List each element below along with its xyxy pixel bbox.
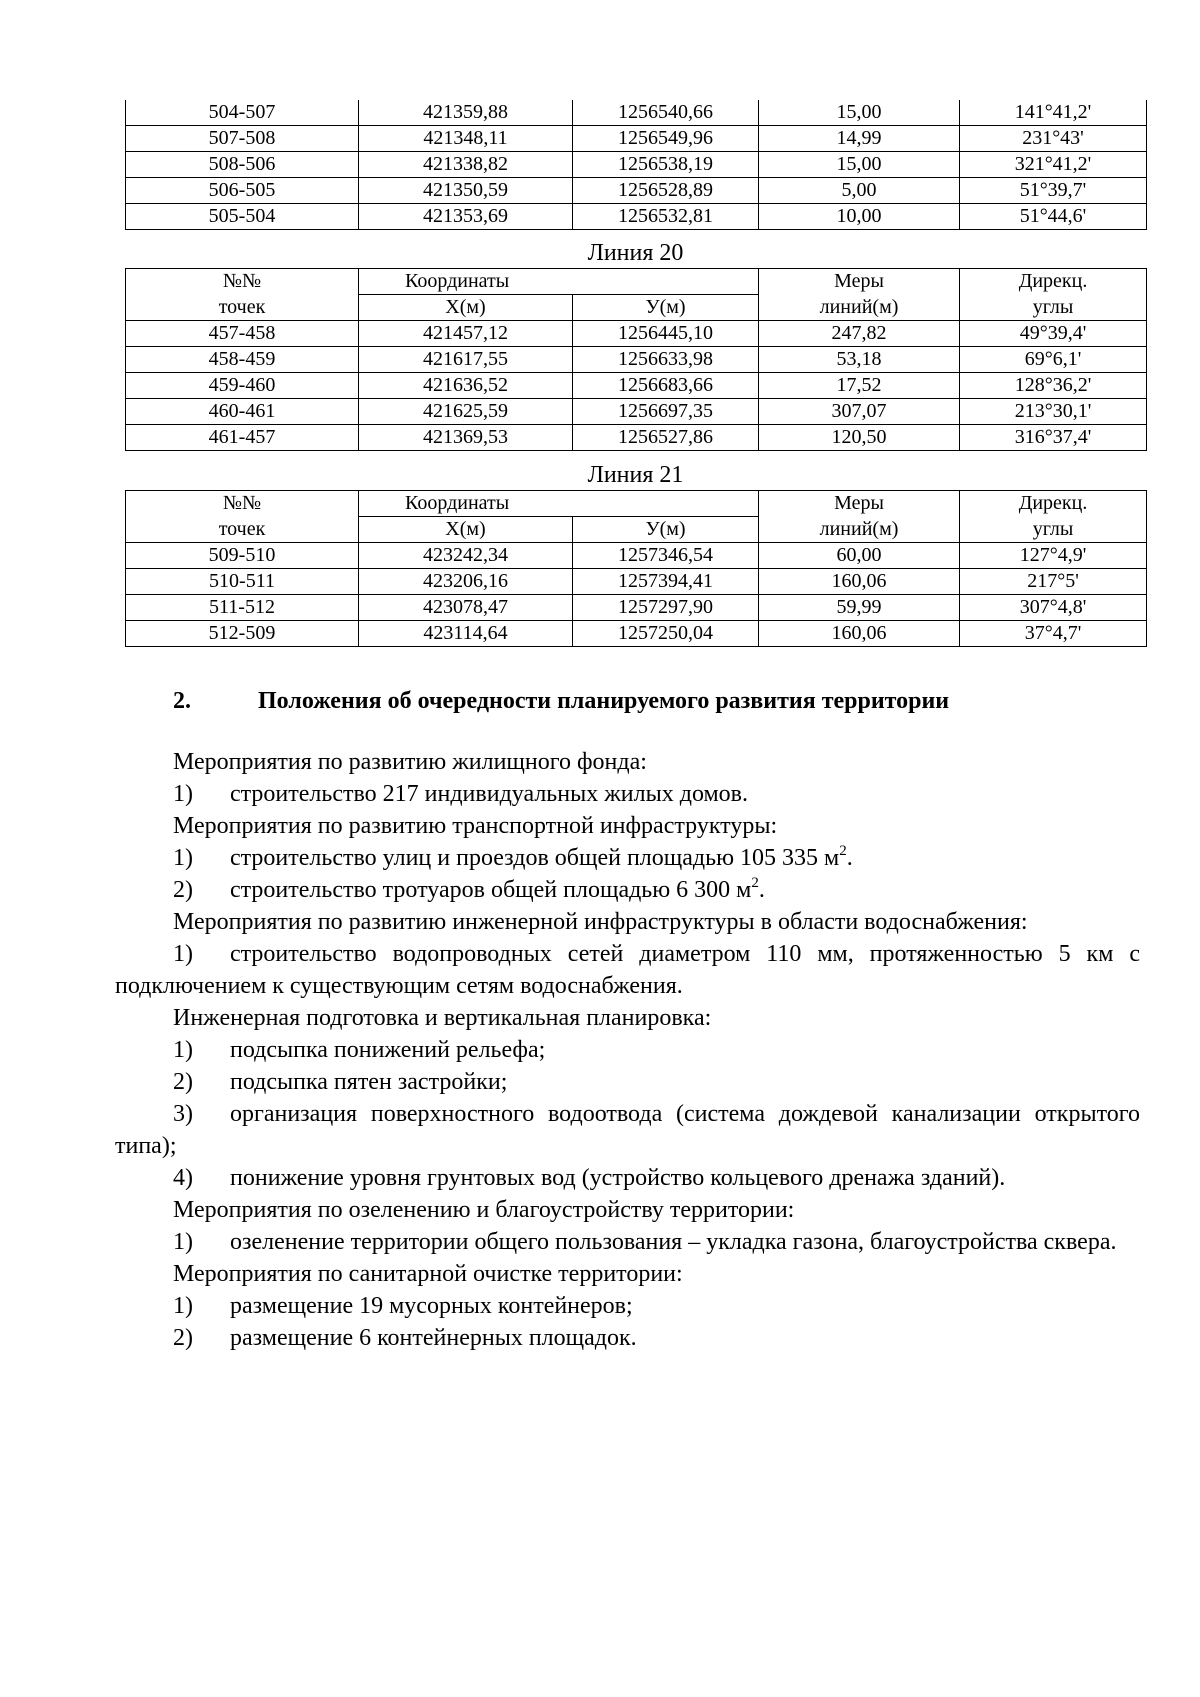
table-row (126, 399, 1147, 425)
cell-points: 509-510 (126, 543, 359, 569)
transport-heading: Мероприятия по развитию транспортной инфраструктуры: (173, 813, 778, 839)
cell-x: 421350,59 (359, 178, 573, 204)
cell-y: 1256528,89 (573, 178, 759, 204)
cell-length: 5,00 (759, 178, 960, 204)
list-item (115, 938, 1140, 1002)
list-item-text: озеленение территории общего пользования – укладка газона, благоустройства сквера. (230, 1229, 1117, 1255)
superscript: 2 (751, 875, 759, 891)
cell-points: 507-508 (126, 126, 359, 152)
cell-angle: 141°41,2' (960, 100, 1147, 126)
cell-y: 1256445,10 (573, 321, 759, 347)
section-title: Положения об очередности планируемого развития территории (258, 688, 950, 714)
cell-y: 1256532,81 (573, 204, 759, 230)
list-item (115, 778, 1140, 810)
list-item-end: . (846, 845, 853, 871)
table-row (126, 347, 1147, 373)
table-row (126, 373, 1147, 399)
list-item-end: . (758, 877, 765, 903)
list-item (115, 1066, 1140, 1098)
header-angle-sub: углы (960, 517, 1147, 543)
cell-x: 423206,16 (359, 569, 573, 595)
housing-list (115, 778, 1140, 810)
table-row (126, 543, 1147, 569)
superscript: 2 (839, 843, 847, 859)
cell-angle: 49°39,4' (960, 321, 1147, 347)
cell-length: 247,82 (759, 321, 960, 347)
header-angle: Дирекц. (960, 491, 1147, 517)
sanitation-list (115, 1290, 1140, 1354)
cell-points: 504-507 (126, 100, 359, 126)
list-item-number: 1) (173, 1037, 193, 1063)
cell-length: 15,00 (759, 100, 960, 126)
table-row (126, 569, 1147, 595)
cell-angle: 51°39,7' (960, 178, 1147, 204)
cell-points: 457-458 (126, 321, 359, 347)
section-heading (173, 686, 949, 716)
list-item (115, 842, 1140, 874)
list-item-number: 3) (173, 1101, 193, 1127)
cell-angle: 37°4,7' (960, 621, 1147, 647)
table-header-row (126, 491, 1147, 517)
cell-x: 423078,47 (359, 595, 573, 621)
cell-points: 506-505 (126, 178, 359, 204)
cell-x: 423242,34 (359, 543, 573, 569)
table-row (126, 595, 1147, 621)
list-item-text: организация поверхностного водоотвода (система дождевой канализации открытого типа); (115, 1101, 1140, 1159)
header-length: Меры (759, 269, 960, 295)
list-item-text: строительство улиц и проездов общей площадью 105 335 м (230, 845, 840, 871)
cell-x: 421338,82 (359, 152, 573, 178)
cell-length: 160,06 (759, 621, 960, 647)
header-points: №№ (126, 491, 359, 517)
cell-angle: 128°36,2' (960, 373, 1147, 399)
cell-length: 307,07 (759, 399, 960, 425)
greening-heading: Мероприятия по озеленению и благоустройству территории: (173, 1197, 795, 1223)
table-header-row (126, 295, 1147, 321)
water-heading: Мероприятия по развитию инженерной инфраструктуры в области водоснабжения: (173, 909, 1028, 935)
list-item (115, 874, 1140, 906)
cell-length: 14,99 (759, 126, 960, 152)
cell-angle: 217°5' (960, 569, 1147, 595)
cell-y: 1256538,19 (573, 152, 759, 178)
header-coordinates: Координаты (359, 269, 759, 295)
engineering-list (115, 1034, 1140, 1194)
housing-heading: Мероприятия по развитию жилищного фонда: (173, 749, 647, 775)
engineering-heading: Инженерная подготовка и вертикальная планировка: (173, 1005, 712, 1031)
list-item-number: 2) (173, 877, 193, 903)
document-body (115, 746, 1140, 1354)
header-angle-sub: углы (960, 295, 1147, 321)
cell-points: 460-461 (126, 399, 359, 425)
cell-points: 459-460 (126, 373, 359, 399)
header-y: У(м) (573, 295, 759, 321)
cell-length: 10,00 (759, 204, 960, 230)
cell-angle: 316°37,4' (960, 425, 1147, 451)
header-y: У(м) (573, 517, 759, 543)
cell-angle: 213°30,1' (960, 399, 1147, 425)
cell-x: 423114,64 (359, 621, 573, 647)
list-item-number: 1) (173, 1229, 193, 1255)
line-21-table (125, 490, 1147, 647)
header-points-sub: точек (126, 517, 359, 543)
line-21-title: Линия 21 (587, 462, 684, 488)
cell-length: 60,00 (759, 543, 960, 569)
cell-points: 461-457 (126, 425, 359, 451)
cell-y: 1257297,90 (573, 595, 759, 621)
section-number: 2. (173, 688, 191, 714)
table-row (126, 178, 1147, 204)
cell-length: 120,50 (759, 425, 960, 451)
list-item (115, 1290, 1140, 1322)
table-row (126, 204, 1147, 230)
cell-angle: 69°6,1' (960, 347, 1147, 373)
header-angle: Дирекц. (960, 269, 1147, 295)
list-item-text: строительство водопроводных сетей диаметром 110 мм, протяженностью 5 км с подключением к существующим сетям водоснабжения. (115, 941, 1140, 999)
list-item (115, 1034, 1140, 1066)
cell-angle: 51°44,6' (960, 204, 1147, 230)
header-length: Меры (759, 491, 960, 517)
header-x: Х(м) (359, 517, 573, 543)
cell-points: 458-459 (126, 347, 359, 373)
list-item-text: подсыпка понижений рельефа; (230, 1037, 546, 1063)
cell-length: 53,18 (759, 347, 960, 373)
cell-y: 1257346,54 (573, 543, 759, 569)
header-length-sub: линий(м) (759, 517, 960, 543)
cell-points: 512-509 (126, 621, 359, 647)
coordinates-table-continued (125, 100, 1147, 230)
cell-y: 1256549,96 (573, 126, 759, 152)
cell-y: 1257394,41 (573, 569, 759, 595)
list-item-text: понижение уровня грунтовых вод (устройство кольцевого дренажа зданий). (230, 1165, 1006, 1191)
cell-points: 505-504 (126, 204, 359, 230)
list-item-number: 2) (173, 1325, 193, 1351)
header-points-sub: точек (126, 295, 359, 321)
list-item-text: строительство 217 индивидуальных жилых домов. (230, 781, 749, 807)
line-20-title: Линия 20 (587, 240, 684, 266)
table-row (126, 126, 1147, 152)
cell-length: 160,06 (759, 569, 960, 595)
cell-points: 511-512 (126, 595, 359, 621)
cell-x: 421369,53 (359, 425, 573, 451)
cell-x: 421359,88 (359, 100, 573, 126)
cell-x: 421457,12 (359, 321, 573, 347)
header-length-sub: линий(м) (759, 295, 960, 321)
table-row (126, 425, 1147, 451)
table-row (126, 152, 1147, 178)
cell-y: 1257250,04 (573, 621, 759, 647)
cell-y: 1256633,98 (573, 347, 759, 373)
line-20-table (125, 268, 1147, 451)
cell-points: 508-506 (126, 152, 359, 178)
list-item (115, 1322, 1140, 1354)
sanitation-heading: Мероприятия по санитарной очистке территории: (173, 1261, 683, 1287)
table-row (126, 621, 1147, 647)
table-header-row (126, 269, 1147, 295)
cell-x: 421348,11 (359, 126, 573, 152)
cell-y: 1256527,86 (573, 425, 759, 451)
list-item-number: 1) (173, 1293, 193, 1319)
list-item-text: размещение 6 контейнерных площадок. (230, 1325, 637, 1351)
cell-y: 1256683,66 (573, 373, 759, 399)
cell-length: 59,99 (759, 595, 960, 621)
list-item-number: 2) (173, 1069, 193, 1095)
cell-x: 421353,69 (359, 204, 573, 230)
header-points: №№ (126, 269, 359, 295)
header-coordinates: Координаты (359, 491, 759, 517)
list-item-number: 1) (173, 781, 193, 807)
list-item (115, 1226, 1140, 1258)
cell-length: 17,52 (759, 373, 960, 399)
cell-angle: 231°43' (960, 126, 1147, 152)
cell-angle: 321°41,2' (960, 152, 1147, 178)
cell-x: 421625,59 (359, 399, 573, 425)
cell-angle: 307°4,8' (960, 595, 1147, 621)
list-item-number: 1) (173, 941, 193, 967)
cell-y: 1256697,35 (573, 399, 759, 425)
table-row (126, 321, 1147, 347)
list-item-text: подсыпка пятен застройки; (230, 1069, 508, 1095)
cell-x: 421636,52 (359, 373, 573, 399)
header-x: Х(м) (359, 295, 573, 321)
cell-length: 15,00 (759, 152, 960, 178)
cell-points: 510-511 (126, 569, 359, 595)
table-row (126, 100, 1147, 126)
cell-y: 1256540,66 (573, 100, 759, 126)
cell-angle: 127°4,9' (960, 543, 1147, 569)
list-item-text: строительство тротуаров общей площадью 6 300 м (230, 877, 752, 903)
cell-x: 421617,55 (359, 347, 573, 373)
list-item-number: 4) (173, 1165, 193, 1191)
list-item (115, 1098, 1140, 1162)
list-item (115, 1162, 1140, 1194)
list-item-number: 1) (173, 845, 193, 871)
table-header-row (126, 517, 1147, 543)
list-item-text: размещение 19 мусорных контейнеров; (230, 1293, 633, 1319)
